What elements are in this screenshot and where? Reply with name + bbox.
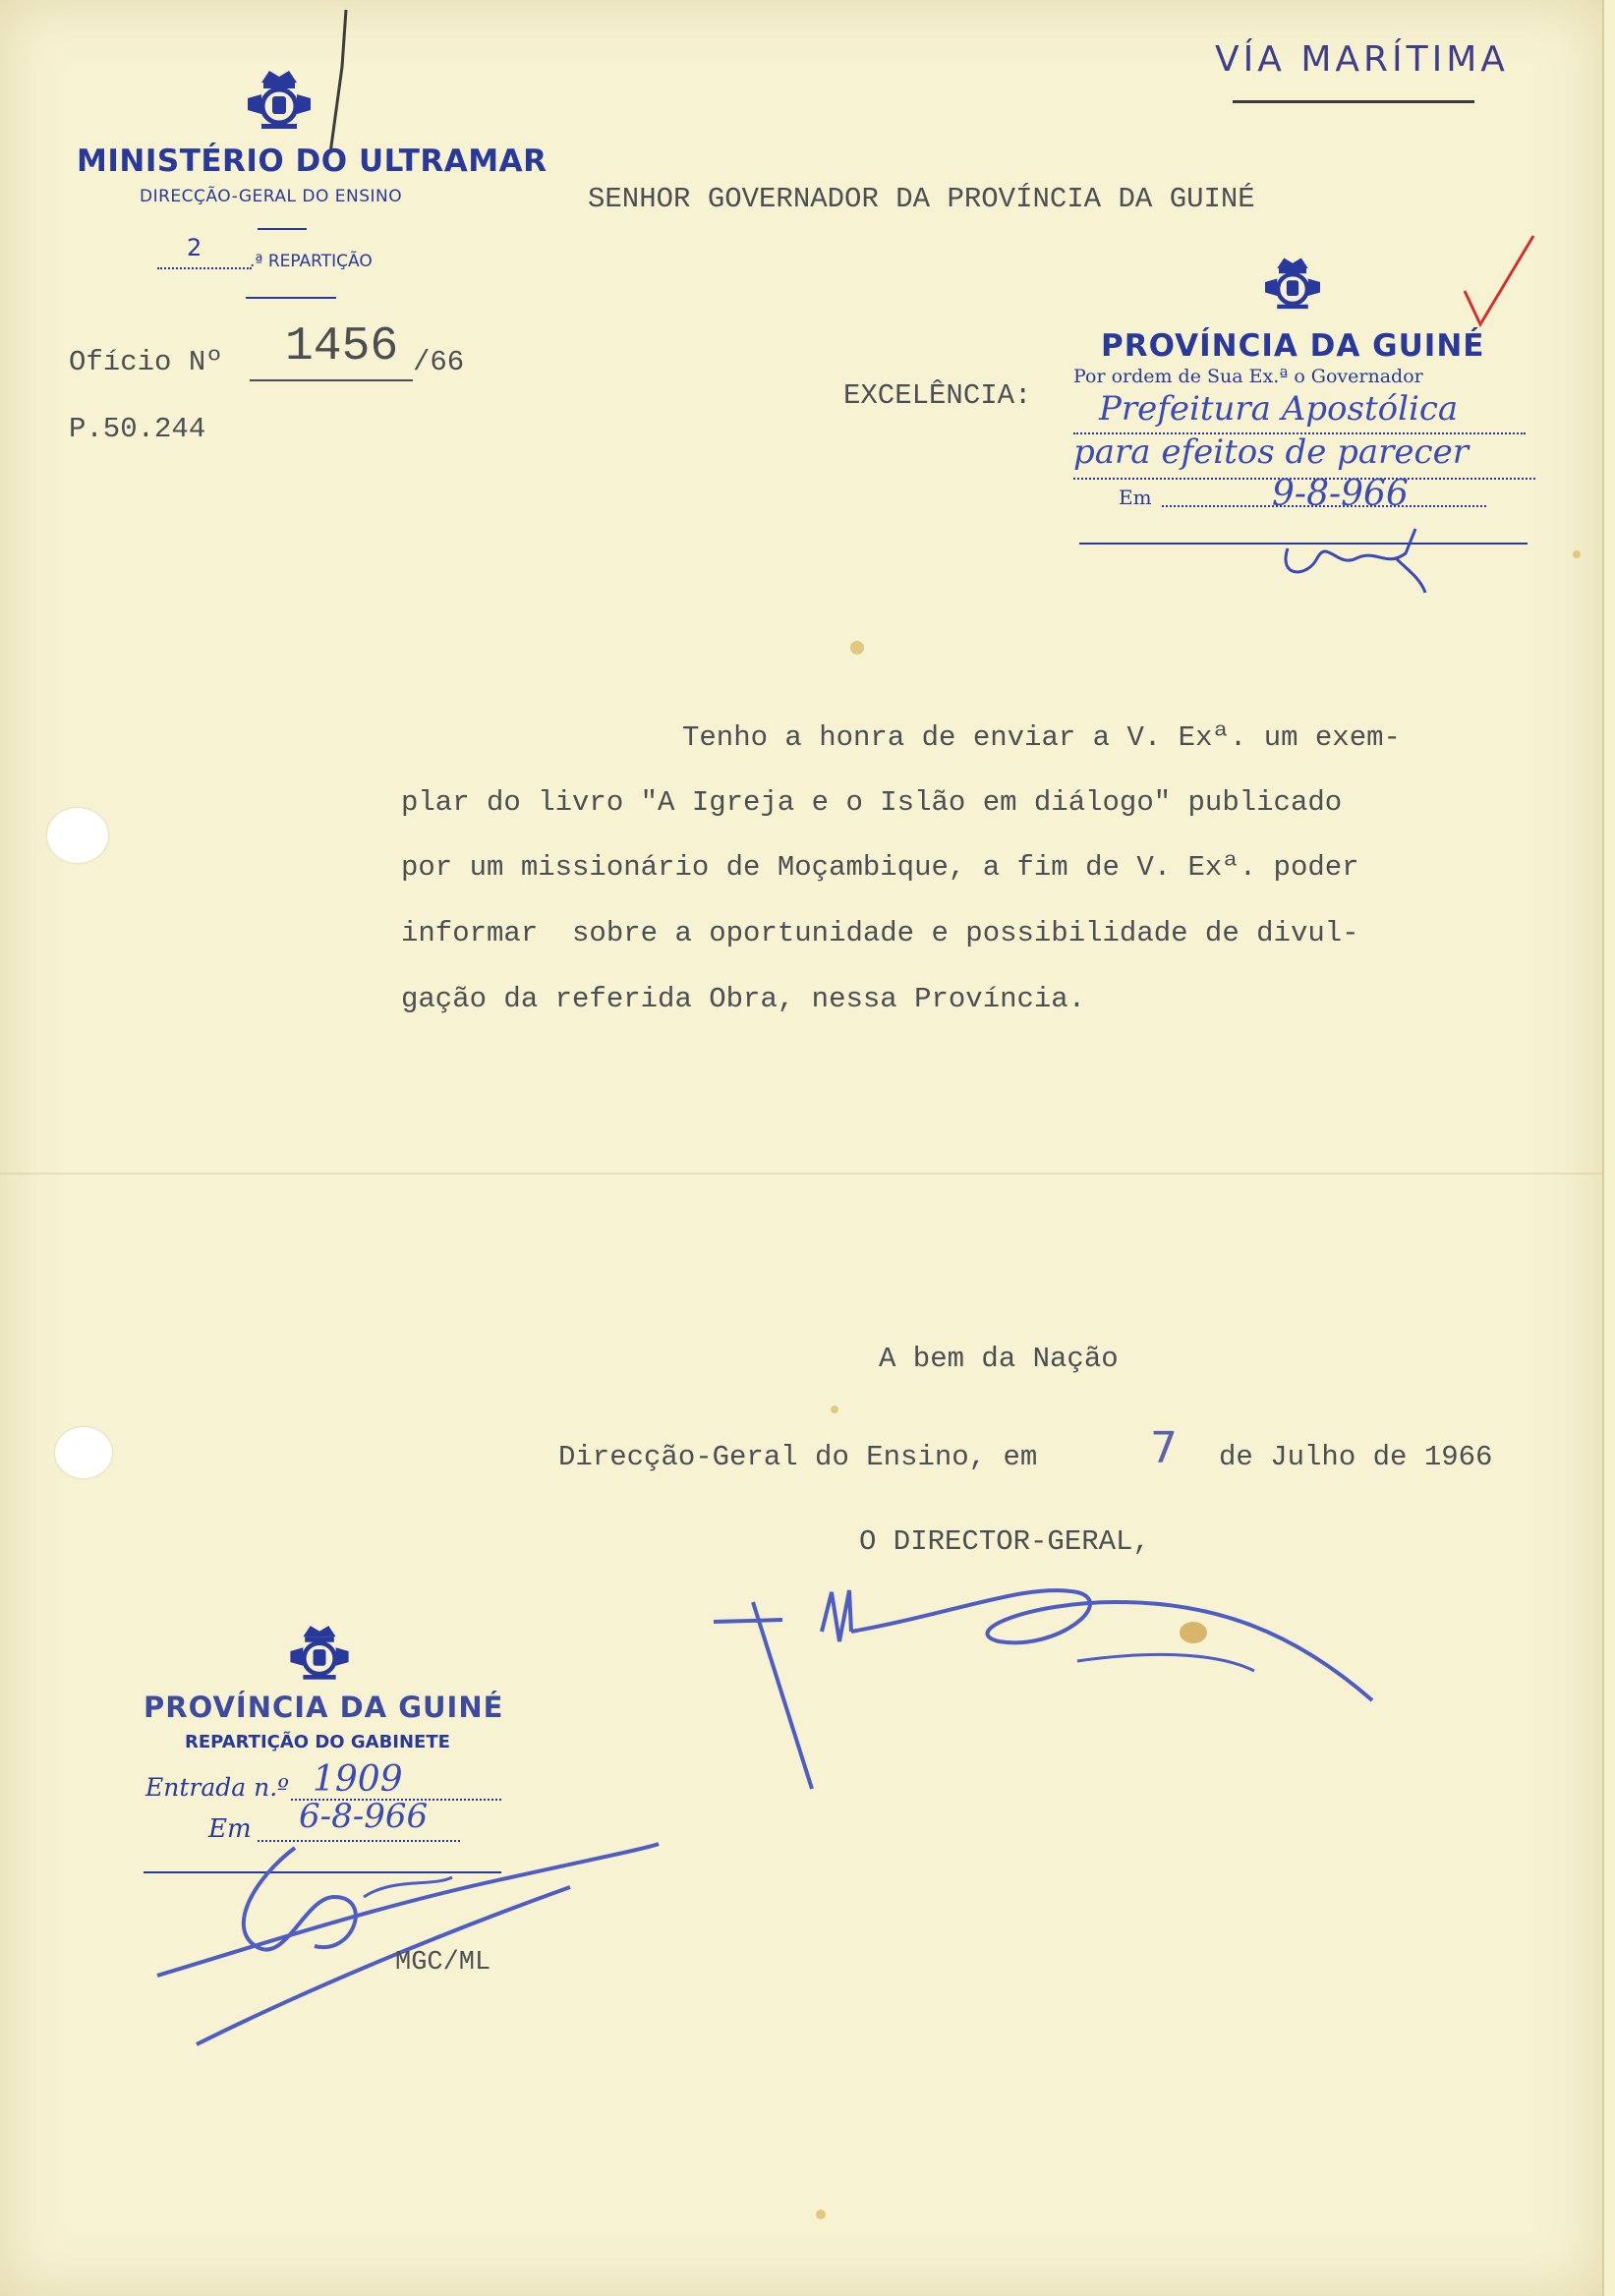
- check-mark-icon: [1459, 232, 1537, 330]
- salutation: EXCELÊNCIA:: [843, 379, 1032, 412]
- pen-stroke: [313, 8, 352, 155]
- receipt-date: 6-8-966: [299, 1797, 429, 1836]
- typist-initials: MGC/ML: [395, 1948, 491, 1978]
- stamp-signature: [1268, 509, 1445, 598]
- via-maritima-underline: [1233, 100, 1474, 103]
- stamp-order-line: Por ordem de Sua Ex.ª o Governador: [1073, 366, 1423, 387]
- closing-date: de Julho de 1966: [1219, 1441, 1493, 1473]
- punch-hole: [55, 1427, 112, 1478]
- stamp-province-title: PROVÍNCIA DA GUINÉ: [1101, 328, 1485, 364]
- section-rule: [258, 228, 307, 230]
- body-line-5: gação da referida Obra, nessa Província.: [401, 983, 1086, 1015]
- entrada-label: Entrada n.º: [145, 1773, 289, 1802]
- section-dots: [157, 267, 252, 269]
- stamp-handwritten-line2: para efeitos de parecer: [1073, 432, 1469, 472]
- process-reference: P.50.244: [69, 413, 206, 445]
- body-line-3: por um missionário de Moçambique, a fim de V. Exª. poder: [401, 851, 1359, 884]
- oficio-underline: [250, 379, 413, 381]
- receipt-stamp-title: PROVÍNCIA DA GUINÉ: [144, 1691, 504, 1724]
- coat-of-arms-icon: [240, 65, 318, 132]
- fold-line: [0, 1173, 1602, 1175]
- stain: [1573, 550, 1581, 558]
- oficio-number: 1456: [285, 320, 399, 373]
- section-number: 2: [187, 234, 202, 261]
- stain: [850, 641, 864, 655]
- body-line-2: plar do livro "A Igreja e o Islão em diálogo" publicado: [401, 786, 1343, 819]
- signatory-title: O DIRECTOR-GERAL,: [859, 1525, 1150, 1558]
- director-signature: [704, 1573, 1392, 1799]
- coat-of-arms-icon: [283, 1620, 356, 1683]
- ministry-name: MINISTÉRIO DO ULTRAMAR: [77, 144, 548, 179]
- stamp-em-label: Em: [1119, 486, 1152, 509]
- section-rule-bottom: [246, 297, 336, 299]
- closing-formula: A bem da Nação: [879, 1343, 1119, 1375]
- stamp-date: 9-8-966: [1272, 474, 1409, 514]
- oficio-label: Ofício Nº: [69, 346, 223, 378]
- stain: [831, 1406, 838, 1413]
- punch-hole: [47, 808, 108, 863]
- directorate-name: DIRECÇÃO-GERAL DO ENSINO: [140, 187, 403, 206]
- body-line-1: Tenho a honra de enviar a V. Exª. um exem-: [682, 721, 1401, 754]
- receipt-stamp-subtitle: REPARTIÇÃO DO GABINETE: [185, 1732, 450, 1752]
- receipt-signature: [138, 1838, 668, 2054]
- stain: [816, 2210, 826, 2219]
- section-label: .ª REPARTIÇÃO: [250, 252, 373, 271]
- addressee: SENHOR GOVERNADOR DA PROVÍNCIA DA GUINÉ: [588, 183, 1255, 215]
- entrada-number: 1909: [313, 1759, 403, 1800]
- oficio-year: /66: [413, 346, 465, 378]
- coat-of-arms-icon: [1258, 252, 1327, 313]
- receipt-em-label: Em: [208, 1814, 252, 1844]
- closing-day: 7: [1150, 1423, 1178, 1473]
- via-maritima-note: VÍA MARÍTIMA: [1215, 39, 1509, 80]
- body-line-4: informar sobre a oportunidade e possibilidade de divul-: [401, 917, 1359, 949]
- closing-place: Direcção-Geral do Ensino, em: [558, 1441, 1038, 1473]
- stamp-handwritten-line1: Prefeitura Apostólica: [1099, 389, 1459, 429]
